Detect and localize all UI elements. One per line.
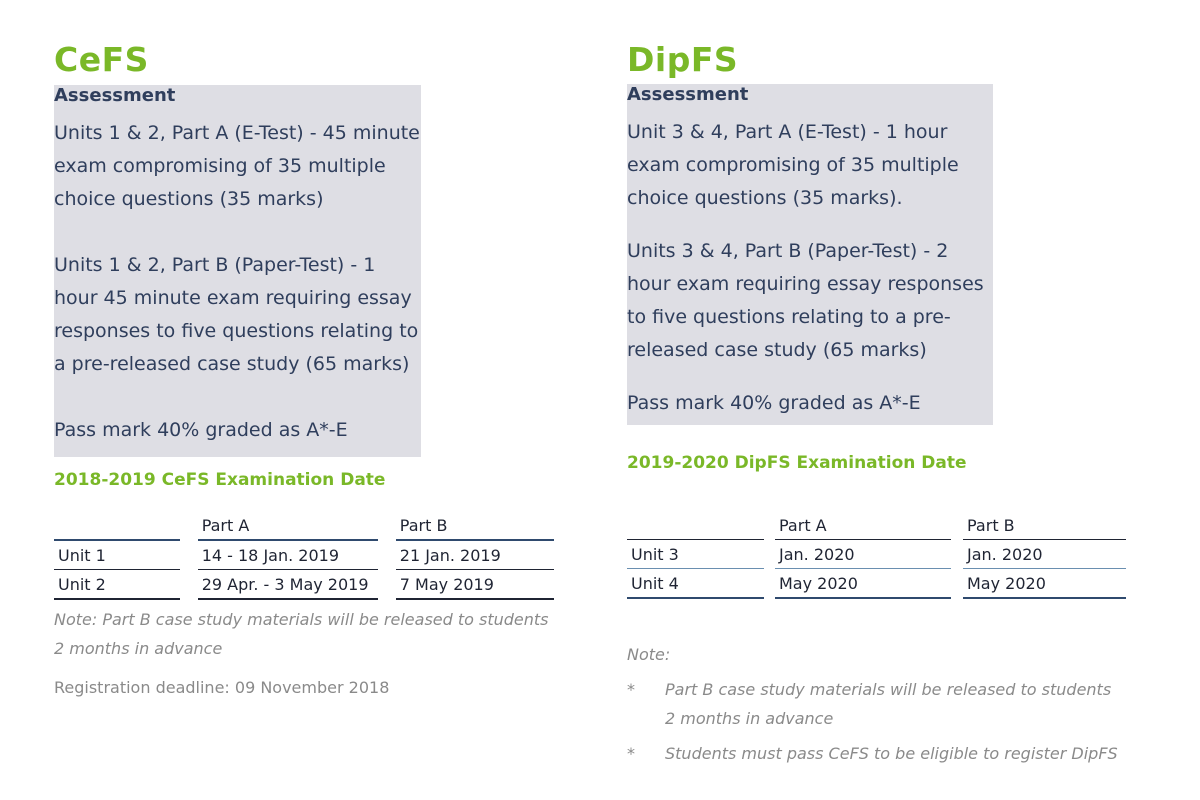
table-row	[627, 569, 1126, 599]
bullet-symbol: *	[627, 680, 635, 699]
table-cell-unit: Unit 4	[627, 569, 764, 599]
dipfs-notes-list	[627, 675, 1130, 768]
dipfs-assessment-box	[627, 84, 993, 425]
table-cell-part-b: 7 May 2019	[396, 570, 554, 600]
table-row	[627, 540, 1126, 569]
table-cell-part-a: 29 Apr. - 3 May 2019	[198, 570, 378, 600]
dipfs-dates-table	[627, 511, 1126, 599]
list-item	[627, 675, 1130, 733]
cefs-pass-mark: Pass mark 40% graded as A*-E	[54, 419, 348, 441]
table-cell-part-a: Jan. 2020	[775, 540, 951, 569]
table-row	[54, 541, 554, 570]
table-header-part-b: Part B	[396, 511, 554, 541]
table-header-part-a: Part A	[198, 511, 378, 541]
bullet-symbol: *	[627, 744, 635, 763]
table-header-part-a: Part A	[775, 511, 951, 540]
list-item	[627, 739, 1130, 768]
cefs-registration-deadline: Registration deadline: 09 November 2018	[54, 678, 390, 697]
cefs-assessment-box	[54, 85, 421, 457]
dipfs-assessment-heading: Assessment	[627, 84, 749, 105]
cefs-note: Note: Part B case study materials will be released to students 2 months in advance	[54, 610, 549, 658]
table-header-blank	[627, 511, 764, 540]
dipfs-note-1: Part B case study materials will be released to students 2 months in advance	[665, 680, 1112, 728]
table-cell-part-a: May 2020	[775, 569, 951, 599]
table-cell-unit: Unit 2	[54, 570, 180, 600]
dipfs-note-2: Students must pass CeFS to be eligible to register DipFS	[665, 744, 1118, 763]
dipfs-assessment-part-b: Units 3 & 4, Part B (Paper-Test) - 2 hour exam requiring essay responses to five questions relating to a pre-released case study (65 marks)	[627, 240, 984, 361]
table-header-row	[627, 511, 1126, 540]
dipfs-pass-mark: Pass mark 40% graded as A*-E	[627, 392, 921, 414]
table-header-part-b: Part B	[963, 511, 1126, 540]
cefs-exam-title: 2018-2019 CeFS Examination Date	[54, 470, 386, 490]
table-header-row	[54, 511, 554, 541]
table-header-blank	[54, 511, 180, 541]
cefs-title: CeFS	[54, 40, 149, 79]
cefs-assessment-part-a: Units 1 & 2, Part A (E-Test) - 45 minute exam compromising of 35 multiple choice questions (35 marks)	[54, 122, 420, 210]
table-cell-part-a: 14 - 18 Jan. 2019	[198, 541, 378, 570]
cefs-assessment-part-b: Units 1 & 2, Part B (Paper-Test) - 1 hour 45 minute exam requiring essay responses to five questions relating to a pre-released case study (65 marks)	[54, 254, 419, 375]
dipfs-note-label: Note:	[627, 645, 671, 664]
table-cell-part-b: May 2020	[963, 569, 1126, 599]
cefs-dates-table	[54, 511, 554, 600]
dipfs-exam-title: 2019-2020 DipFS Examination Date	[627, 453, 967, 473]
cefs-assessment-heading: Assessment	[54, 85, 176, 106]
dipfs-title: DipFS	[627, 40, 739, 79]
table-cell-unit: Unit 1	[54, 541, 180, 570]
table-cell-part-b: Jan. 2020	[963, 540, 1126, 569]
table-row	[54, 570, 554, 600]
dipfs-assessment-part-a: Unit 3 & 4, Part A (E-Test) - 1 hour exam compromising of 35 multiple choice questions (35 marks).	[627, 121, 959, 209]
table-cell-part-b: 21 Jan. 2019	[396, 541, 554, 570]
table-cell-unit: Unit 3	[627, 540, 764, 569]
